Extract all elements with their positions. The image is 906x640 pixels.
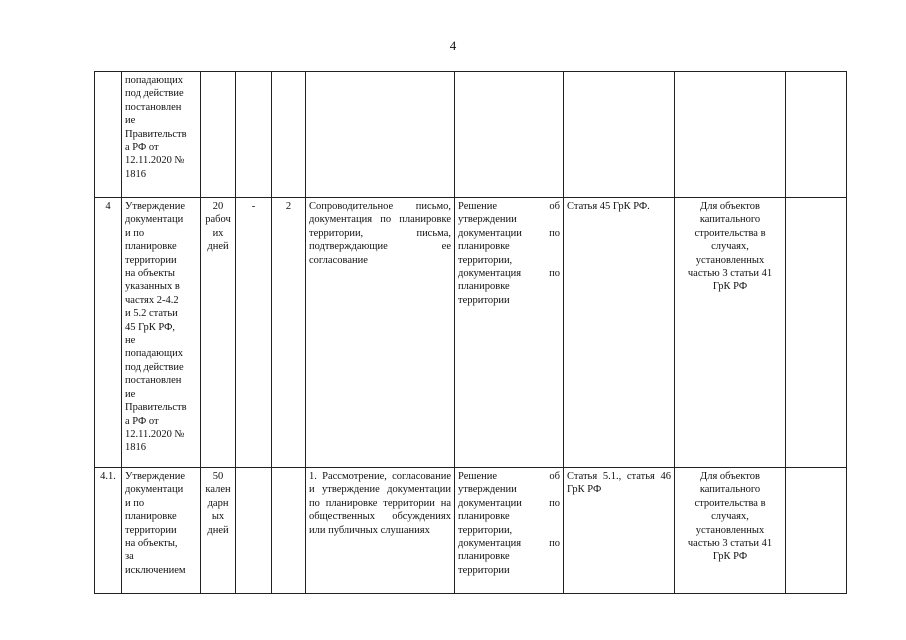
legal-basis-cell: Статья 5.1., статья 46 ГрК РФ [564, 468, 675, 594]
result-cell [455, 72, 564, 198]
row-number [95, 72, 122, 198]
services-table [94, 71, 847, 594]
row-number: 4.1. [95, 468, 122, 594]
empty-cell [786, 468, 847, 594]
empty-cell [786, 72, 847, 198]
note-cell: Для объектов капитального строительства в случаях, установленных частью 3 статьи 41 ГрК РФ [675, 198, 786, 468]
row-number: 4 [95, 198, 122, 468]
fee-cell: - [236, 198, 272, 468]
result-cell: Решение об утверждении документации по планировке территории, документация по планировке территории [455, 468, 564, 594]
page-number: 4 [449, 38, 457, 53]
term-cell [201, 72, 236, 198]
documents-cell: 1. Рассмотрение, согласование и утверждение документации по планировке территории на общественных обсуждениях или публичных слушаниях [306, 468, 455, 594]
fee-cell [236, 72, 272, 198]
table-row [95, 468, 847, 594]
count-cell [272, 72, 306, 198]
empty-cell [786, 198, 847, 468]
table-row [95, 198, 847, 468]
result-cell: Решение об утверждении документации по планировке территории, документация по планировке территории [455, 198, 564, 468]
term-cell: 20 рабоч их дней [201, 198, 236, 468]
legal-basis-cell: Статья 45 ГрК РФ. [564, 198, 675, 468]
legal-basis-cell [564, 72, 675, 198]
procedure-name: Утверждение документаци и по планировке территории на объекты, за исключением [122, 468, 201, 594]
fee-cell [236, 468, 272, 594]
note-cell: Для объектов капитального строительства в случаях, установленных частью 3 статьи 41 ГрК РФ [675, 468, 786, 594]
documents-cell: Сопроводительное письмо, документация по планировке территории, письма, подтверждающие ее согласование [306, 198, 455, 468]
count-cell: 2 [272, 198, 306, 468]
documents-cell [306, 72, 455, 198]
procedure-name: Утверждение документаци и по планировке территории на объекты указанных в частях 2-4.2 и 5.2 статьи 45 ГрК РФ, не попадающих под действие постановлен ие Правительств а РФ от 12.11.2020 № 1816 [122, 198, 201, 468]
note-cell [675, 72, 786, 198]
procedure-name: попадающих под действие постановлен ие Правительств а РФ от 12.11.2020 № 1816 [122, 72, 201, 198]
table-row [95, 72, 847, 198]
count-cell [272, 468, 306, 594]
term-cell: 50 кален дарн ых дней [201, 468, 236, 594]
